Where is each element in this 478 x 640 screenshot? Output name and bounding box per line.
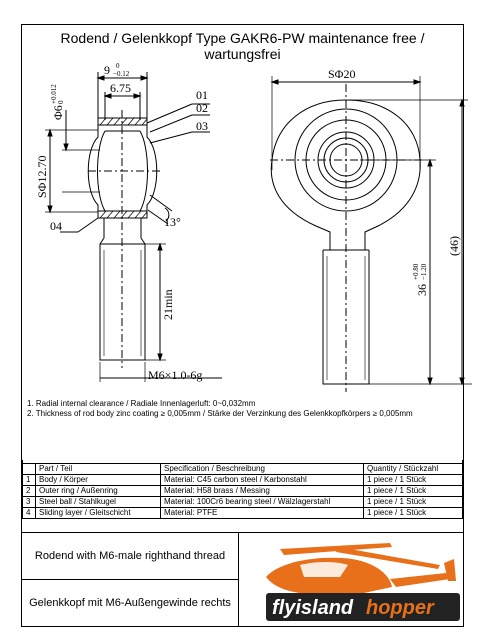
dim-angle: 13°: [164, 215, 181, 229]
table-row: [23, 486, 463, 497]
dim-width-9-tol-lower: −0.12: [113, 70, 130, 78]
part-label-01: 01: [196, 88, 208, 102]
table-header: [23, 464, 36, 475]
logo-text-hopper: hopper: [366, 597, 434, 619]
part-label-02: 02: [196, 101, 208, 115]
table-row: [23, 497, 463, 508]
dim-ball-sphere: SΦ12.70: [35, 155, 49, 198]
dim-height-36-tol-upper: +0.80: [412, 263, 420, 280]
table-cell: Sliding layer / Gleitschicht: [36, 508, 161, 519]
table-cell: Material: PTFE: [161, 508, 364, 519]
table-cell: 3: [23, 497, 36, 508]
table-cell: 4: [23, 508, 36, 519]
table-cell: Outer ring / Außenring: [36, 486, 161, 497]
table-cell: Material: 100Cr6 bearing steel / Wälzlagerstahl: [161, 497, 364, 508]
dim-bore: Φ6: [51, 105, 65, 120]
dim-bore-tol-upper: +0.012: [50, 84, 58, 104]
table-cell: Steel ball / Stahlkugel: [36, 497, 161, 508]
table-cell: 2: [23, 486, 36, 497]
part-label-04: 04: [50, 219, 62, 233]
title-block: [22, 532, 463, 627]
note-1: 1. Radial internal clearance / Radiale Innenlagerluft: 0~0,032mm: [27, 399, 256, 408]
helicopter-logo-icon: [240, 535, 462, 625]
part-label-03: 03: [196, 119, 208, 133]
table-cell: 1 piece / 1 Stück: [364, 508, 463, 519]
table-header: Specification / Beschreibung: [161, 464, 364, 475]
dim-width-9-tol-upper: 0: [116, 62, 120, 70]
table-cell: 1 piece / 1 Stück: [364, 475, 463, 486]
table-cell: 1 piece / 1 Stück: [364, 497, 463, 508]
drawing-notes: [27, 399, 413, 419]
flyislandhopper-logo: [240, 535, 462, 625]
dim-width-9: 9: [104, 63, 110, 77]
parts-table: [22, 460, 463, 519]
note-2: 2. Thickness of rod body zinc coating ≥ 0,005mm / Stärke der Verzinkung des Gelenkkopfkörpers ≥ 0,005mm: [27, 409, 413, 418]
table-header: Part / Teil: [36, 464, 161, 475]
logo-text-flyisland: flyisland: [272, 597, 354, 619]
table-cell: Body / Körper: [36, 475, 161, 486]
dim-thread-length: 21min: [161, 289, 175, 320]
table-cell: Material: H58 brass / Messing: [161, 486, 364, 497]
table-row: [23, 508, 463, 519]
table-cell: 1: [23, 475, 36, 486]
dim-bore-tol-lower: 0: [57, 100, 65, 104]
table-row: [23, 475, 463, 486]
dim-width-675: 6.75: [110, 81, 131, 95]
dim-height-36-tol-lower: −1.20: [420, 263, 428, 280]
dim-outer-sphere: SΦ20: [328, 67, 356, 81]
description-english: Rodend with M6-male righthand thread: [22, 533, 239, 580]
description-german: Gelenkkopf mit M6-Außengewinde rechts: [22, 580, 239, 627]
drawing-title: Rodend / Gelenkkopf Type GAKR6-PW maintenance free / wartungsfrei: [60, 30, 425, 62]
table-header-row: [23, 464, 463, 475]
dim-height-46: (46): [447, 236, 461, 256]
dim-thread: M6×1.0-6g: [148, 368, 203, 382]
table-cell: Material: C45 carbon steel / Karbonstahl: [161, 475, 364, 486]
dim-height-36: 36: [415, 284, 429, 296]
table-header: Quantity / Stückzahl: [364, 464, 463, 475]
table-cell: 1 piece / 1 Stück: [364, 486, 463, 497]
